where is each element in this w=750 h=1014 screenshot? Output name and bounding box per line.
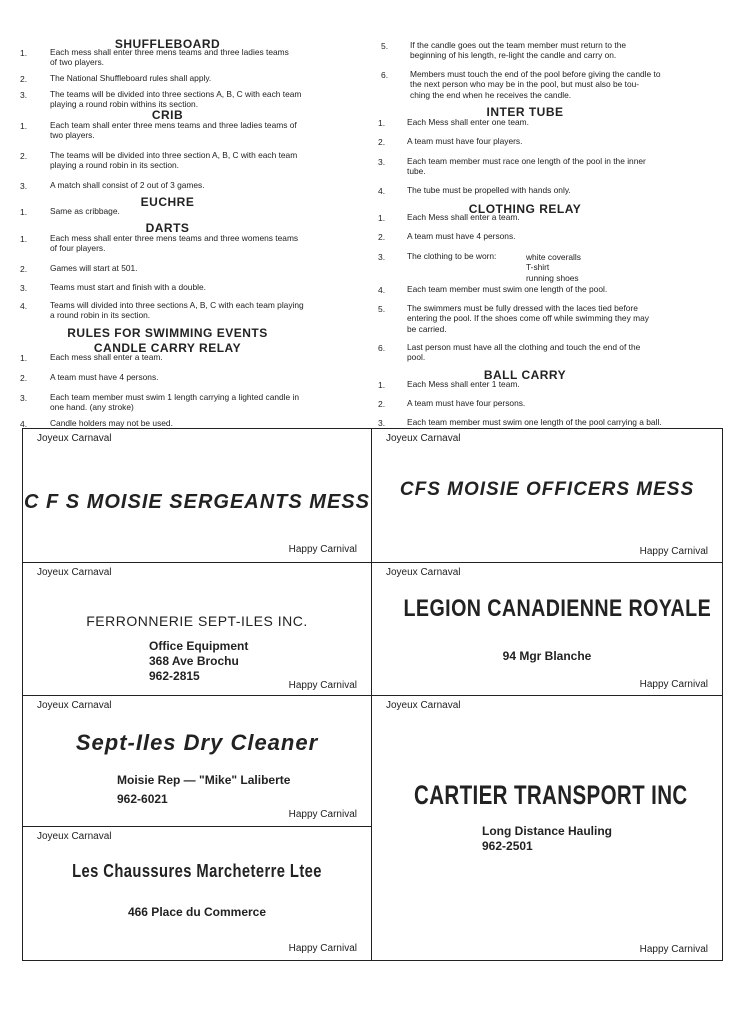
rule-number: 3. [378,157,386,167]
ad-chaussures-marcheterre [22,826,372,961]
rule-text: A match shall consist of 2 out of 3 games. [50,180,205,190]
rule-text: The National Shuffleboard rules shall apply. [50,73,212,83]
rule-number: 3. [378,252,386,262]
rule-text: Each team member must swim one length of the pool carrying a ball. [407,417,662,427]
rule-text: Same as cribbage. [50,206,120,216]
clothing-list: white coveralls T-shirt running shoes [526,252,581,283]
rule-text: A team must have four persons. [407,398,526,408]
rule-number: 4. [378,285,386,295]
rule-text: Each team member must swim one length of the pool. [407,284,608,294]
joyeux-carnaval-label: Joyeux Carnaval [386,433,461,444]
advertiser-phone: 962-6021 [117,792,168,806]
rule-text: Each team shall enter three mens teams and three ladies teams of two players. [50,120,297,141]
rule-number: 2. [378,232,386,242]
rule-number: 3. [378,418,386,428]
advertiser-phone: 962-2501 [482,839,533,853]
rule-number: 2. [378,399,386,409]
euchre-heading: EUCHRE [140,195,195,209]
rule-number: 1. [20,207,28,217]
rule-number: 1. [378,380,386,390]
rule-number: 2. [20,151,28,161]
rule-number: 1. [378,118,386,128]
advertiser-name: CARTIER TRANSPORT INC [414,780,688,810]
ad-legion-canadienne-royale [371,562,723,696]
joyeux-carnaval-label: Joyeux Carnaval [386,567,461,578]
advertiser-name: C F S MOISIE SERGEANTS MESS [24,491,370,513]
advertiser-name: CFS MOISIE OFFICERS MESS [399,479,695,500]
happy-carnival-label: Happy Carnival [639,944,708,955]
candle-carry-heading: CANDLE CARRY RELAY [93,341,242,355]
joyeux-carnaval-label: Joyeux Carnaval [37,831,112,842]
ball-carry-heading: BALL CARRY [483,368,567,382]
rule-number: 1. [20,48,28,58]
rule-text: Each mess shall enter three mens teams and three ladies teams of two players. [50,47,289,68]
advertiser-phone: 962-2815 [149,669,200,683]
ad-officers-mess [371,428,723,563]
rule-text: Each Mess shall enter a team. [407,212,520,222]
joyeux-carnaval-label: Joyeux Carnaval [37,433,112,444]
rule-text: Members must touch the end of the pool before giving the candle to the next person who may be in the pool, but must also be tou- ching the end when he receives the candle. [410,69,661,100]
rule-text: Games will start at 501. [50,263,138,273]
rule-text: If the candle goes out the team member must return to the beginning of his length, re-light the candle and carry on. [410,40,627,61]
rule-text: Each Mess shall enter 1 team. [407,379,520,389]
rule-text: Each mess shall enter a team. [50,352,163,362]
happy-carnival-label: Happy Carnival [288,544,357,555]
rule-number: 3. [20,283,28,293]
advertiser-service: Office Equipment [149,639,249,653]
advertiser-name: LEGION CANADIENNE ROYALE [403,595,712,622]
advertiser-address: 466 Place du Commerce [127,905,267,919]
rule-number: 5. [378,304,386,314]
rule-text: Teams must start and finish with a double. [50,282,206,292]
rule-text: A team must have 4 persons. [407,231,516,241]
ad-sergeants-mess [22,428,372,563]
rule-text: Each Mess shall enter one team. [407,117,529,127]
happy-carnival-label: Happy Carnival [288,680,357,691]
ad-cartier-transport [371,695,723,961]
rule-number: 3. [20,90,28,100]
rule-number: 2. [20,373,28,383]
rule-text: The tube must be propelled with hands only. [407,185,571,195]
joyeux-carnaval-label: Joyeux Carnaval [386,700,461,711]
advertiser-name: Les Chaussures Marcheterre Ltee [72,861,322,881]
rule-text: Teams will divided into three sections A, B, C with each team playing a round robin in its section. [50,300,304,321]
rule-number: 3. [20,181,28,191]
rule-text: Candle holders may not be used. [50,418,173,428]
joyeux-carnaval-label: Joyeux Carnaval [37,567,112,578]
rule-number: 2. [378,137,386,147]
swimming-rules-heading: RULES FOR SWIMMING EVENTS [67,326,268,340]
happy-carnival-label: Happy Carnival [639,546,708,557]
rule-text: A team must have four players. [407,136,523,146]
advertiser-address: 368 Ave Brochu [149,654,239,668]
advertiser-service: Long Distance Hauling [482,824,613,838]
rule-number: 1. [20,121,28,131]
rule-number: 4. [378,186,386,196]
rule-text: The teams will be divided into three sections A, B, C with each team playing a round robin withins its section. [50,89,302,110]
rule-text: Each mess shall enter three mens teams and three womens teams of four players. [50,233,299,254]
ad-sept-iles-dry-cleaner [22,695,372,827]
rule-number: 6. [381,70,389,80]
rule-number: 3. [20,393,28,403]
rule-text: Last person must have all the clothing and touch the end of the pool. [407,342,641,363]
rule-number: 4. [20,301,28,311]
clothing-relay-heading: CLOTHING RELAY [468,202,582,216]
rule-number: 1. [20,353,28,363]
joyeux-carnaval-label: Joyeux Carnaval [37,700,112,711]
rule-number: 4. [20,419,28,429]
advertiser-name: Sept-Iles Dry Cleaner [75,730,319,755]
rule-number: 6. [378,343,386,353]
rule-number: 1. [20,234,28,244]
rule-number: 2. [20,264,28,274]
shuffleboard-heading: SHUFFLEBOARD [114,37,221,51]
happy-carnival-label: Happy Carnival [288,809,357,820]
advertiser-name: FERRONNERIE SEPT-ILES INC. [86,613,308,629]
ad-ferronnerie-sept-iles [22,562,372,696]
inter-tube-heading: INTER TUBE [486,105,564,119]
rule-number: 2. [20,74,28,84]
rule-text: The clothing to be worn: [407,251,497,261]
crib-heading: CRIB [151,108,184,122]
happy-carnival-label: Happy Carnival [288,943,357,954]
happy-carnival-label: Happy Carnival [639,679,708,690]
rule-text: Each team member must swim 1 length carrying a lighted candle in one hand. (any stroke) [50,392,300,413]
advertiser-rep: Moisie Rep — "Mike" Laliberte [117,773,291,787]
rule-text: Each team member must race one length of the pool in the inner tube. [407,156,646,177]
rule-number: 5. [381,41,389,51]
rule-text: The teams will be divided into three section A, B, C with each team playing a round robin in its section. [50,150,298,171]
advertiser-address: 94 Mgr Blanche [502,649,592,663]
rule-text: A team must have 4 persons. [50,372,159,382]
darts-heading: DARTS [145,221,190,235]
rule-number: 1. [378,213,386,223]
rule-text: The swimmers must be fully dressed with the laces tied before entering the pool. If the shoes come off while swimming they may be carried. [407,303,649,334]
